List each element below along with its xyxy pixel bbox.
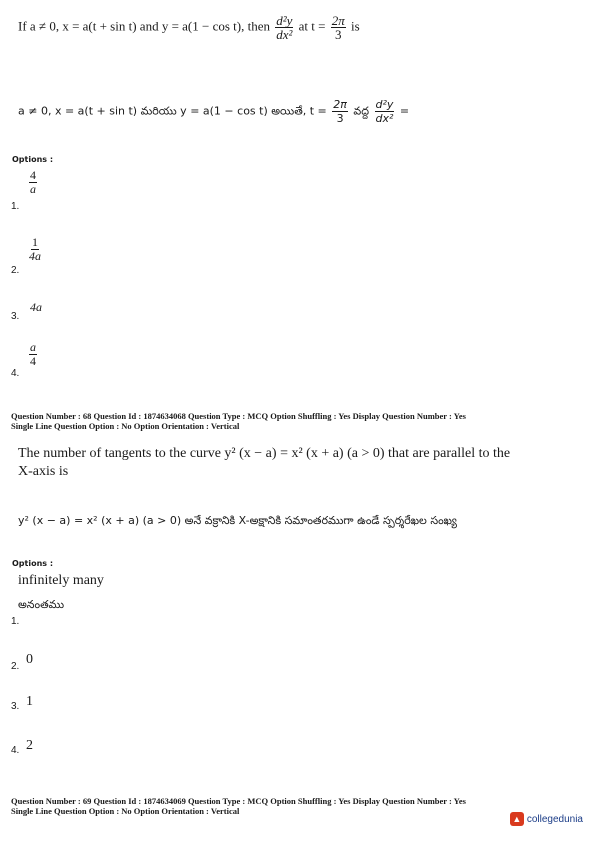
q67-option-1-top: 4	[30, 168, 36, 182]
q69-meta	[11, 796, 516, 816]
q67-at: at t =	[298, 18, 326, 34]
q67-option-1[interactable]	[27, 169, 39, 196]
q67-deriv-num: d²y	[276, 13, 293, 28]
q68-option-4[interactable]: 2	[26, 738, 33, 753]
q68-question-line1: The number of tangents to the curve y² (x − a) = x² (x + a) (a > 0) that are parallel to the	[18, 446, 511, 461]
q67-option-4-value	[29, 341, 37, 368]
q67-option-2-bottom: 4a	[29, 249, 41, 263]
q67-t-value	[331, 14, 346, 41]
q68-option-2[interactable]: 0	[26, 652, 33, 667]
q67-option-2-number: 2.	[11, 265, 20, 276]
q67-option-2-value	[29, 236, 41, 263]
q68-option-3-number: 3.	[11, 701, 20, 712]
q67-telugu-deriv-den: dx²	[375, 112, 394, 125]
q68-option-1-telugu: అనంతము	[18, 598, 65, 611]
q67-option-4-bottom: 4	[30, 354, 36, 368]
q67-telugu-t-den: 3	[336, 112, 344, 125]
q67-option-4-number: 4.	[11, 368, 20, 379]
q67-option-3[interactable]: 4a	[30, 300, 42, 314]
q68-meta	[11, 411, 591, 431]
q68-option-1-number: 1.	[11, 616, 20, 627]
q67-telugu-text: a ≠ 0, x = a(t + sin t) మరియు y = a(1 − cos t) అయితే, t =	[18, 104, 327, 118]
q67-telugu-t-value	[332, 98, 348, 125]
q67-option-1-value	[29, 169, 37, 196]
q68-option-4-number: 4.	[11, 745, 20, 756]
q67-telugu-derivative	[375, 98, 395, 125]
q67-telugu-end: =	[399, 104, 410, 118]
q67-option-3-number: 3.	[11, 311, 20, 322]
q68-option-3[interactable]: 1	[26, 694, 33, 709]
q67-prefix: If a ≠ 0, x = a(t + sin t) and y = a(1 − cos t), then	[18, 18, 270, 34]
q67-deriv-den: dx²	[276, 27, 293, 42]
q67-option-4[interactable]	[27, 341, 39, 368]
q67-suffix: is	[351, 18, 360, 34]
q67-option-2[interactable]	[27, 236, 43, 263]
q69-meta-line1: Question Number : 69 Question Id : 1874634069 Question Type : MCQ Option Shuffling : Yes Display Question Number : Yes	[11, 796, 466, 806]
q67-question-english	[18, 14, 578, 41]
q67-option-2-top: 1	[32, 235, 38, 249]
collegedunia-logo	[510, 812, 583, 826]
q68-option-2-number: 2.	[11, 661, 20, 672]
q67-question-telugu	[18, 98, 578, 125]
q68-question-english	[18, 445, 578, 481]
q68-option-1-text: infinitely many	[18, 573, 104, 588]
q67-t-den: 3	[334, 27, 342, 42]
q67-derivative	[275, 14, 293, 41]
q67-options-label: Options :	[12, 155, 54, 164]
q68-meta-line1: Question Number : 68 Question Id : 1874634068 Question Type : MCQ Option Shuffling : Yes Display Question Number : Yes	[11, 411, 466, 421]
q67-t-num: 2π	[331, 13, 345, 28]
q68-question-line2: X-axis is	[18, 464, 69, 479]
q68-option-1[interactable]	[18, 572, 104, 614]
q68-options-label: Options :	[12, 559, 54, 568]
q68-meta-line2: Single Line Question Option : No Option Orientation : Vertical	[11, 421, 240, 431]
q67-option-4-top: a	[30, 340, 36, 354]
q68-question-telugu: y² (x − a) = x² (x + a) (a > 0) అనే వక్రానికి X-అక్షానికి సమాంతరముగా ఉండే స్పర్శరేఖల సంఖ్య	[18, 514, 457, 527]
q67-telugu-mid: వద్ద	[353, 104, 369, 118]
q67-option-1-bottom: a	[30, 182, 36, 196]
q67-telugu-t-num: 2π	[333, 98, 347, 111]
graduation-cap-icon: ▲	[510, 812, 524, 826]
q67-telugu-deriv-num: d²y	[375, 98, 394, 111]
q67-option-1-number: 1.	[11, 201, 20, 212]
q69-meta-line2: Single Line Question Option : No Option Orientation : Vertical	[11, 806, 240, 816]
logo-text: collegedunia	[526, 813, 583, 825]
